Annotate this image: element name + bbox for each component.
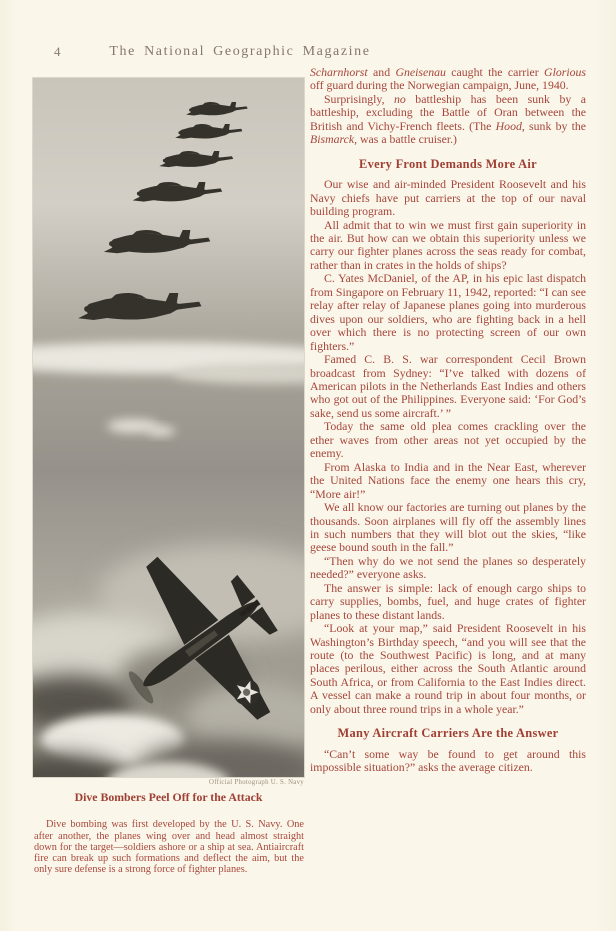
article-paragraph: Our wise and air-minded President Roosevelt and his Navy chiefs have put carriers at the top of our naval building program. [310, 177, 586, 219]
section-heading-carriers: Many Aircraft Carriers Are the Answer [337, 726, 559, 741]
article-paragraph: Surprisingly, no battleship has been sunk by a battleship, excluding the Battle of Oran between the British and Vichy-French fleets. (The Hood, sunk by the Bismarck, was a battle cruiser.) [310, 91, 586, 147]
article-paragraph: “Look at your map,” said President Roosevelt in his Washington’s Birthday speech, “and you will see that the route (to the Southwest Pacific) is long, and at many places perilous, either across the South Atlantic around South Africa, or from California to the East Indies direct. A vessel can make a round trip in about four months, or only about three round trips in a whole year.” [310, 621, 586, 716]
article-paragraph: From Alaska to India and in the Near East, wherever the United Nations face the enemy one hears this cry, “More air!” [310, 459, 586, 501]
article-paragraph: Famed C. B. S. war correspondent Cecil Brown broadcast from Sydney: “I’ve talked with dozens of American pilots in the Netherlands East Indies and others who got out of the Philippines. Everyone said: ‘For God’s sake, send us some aircraft.’ ” [310, 352, 586, 420]
page-header-title: The National Geographic Magazine [109, 44, 371, 59]
photo-credit: Official Photograph U. S. Navy [209, 779, 304, 786]
photo-caption-text: Dive bombing was first developed by the U. S. Navy. One after another, the planes wing over and head almost straight down for the target—soldiers ashore or a ship at sea. Antiaircraft fire can break up such formations and deflect the aim, but the only sure defense is a strong force of fighter planes. [34, 819, 304, 876]
article-paragraph: All admit that to win we must first gain superiority in the air. But how can we obtain this superiority unless we carry our fighter planes across the seas ready for combat, rather than in crates in the holds of ships? [310, 217, 586, 272]
article-column [310, 66, 586, 775]
page-number: 4 [54, 44, 61, 59]
running-head [0, 44, 616, 62]
article-paragraph: C. Yates McDaniel, of the AP, in his epic last dispatch from Singapore on February 11, 1942, reported: “I can see relay after relay of Japanese planes going into murderous dives upon our soldiers, who are fighting back in a hell over which there is no protecting screen of our own fighters.” [310, 271, 586, 353]
article-paragraph: Scharnhorst and Gneisenau caught the carrier Glorious off guard during the Norwegian campaign, June, 1940. [310, 65, 586, 93]
photo-caption-title: Dive Bombers Peel Off for the Attack [74, 790, 263, 804]
article-paragraph: “Then why do we not send the planes so desperately needed?” everyone asks. [310, 553, 586, 582]
article-paragraph: “Can’t some way be found to get around this impossible situation?” asks the average citizen. [310, 746, 586, 775]
article-paragraph: Today the same old plea comes crackling over the ether waves from other areas not yet occupied by the enemy. [310, 419, 586, 461]
section-heading-every-front: Every Front Demands More Air [359, 156, 537, 171]
photo-illustration [33, 78, 304, 777]
article-paragraph: We all know our factories are turning out planes by the thousands. Soon airplanes will fly off the assembly lines in such numbers that they will blot out the skies, “like geese bound south in the fall.” [310, 500, 586, 555]
article-paragraph: The answer is simple: lack of enough cargo ships to carry supplies, bombs, fuel, and huge crates of fighter planes to these distant lands. [310, 580, 586, 622]
dive-bombers-photo [33, 78, 304, 777]
